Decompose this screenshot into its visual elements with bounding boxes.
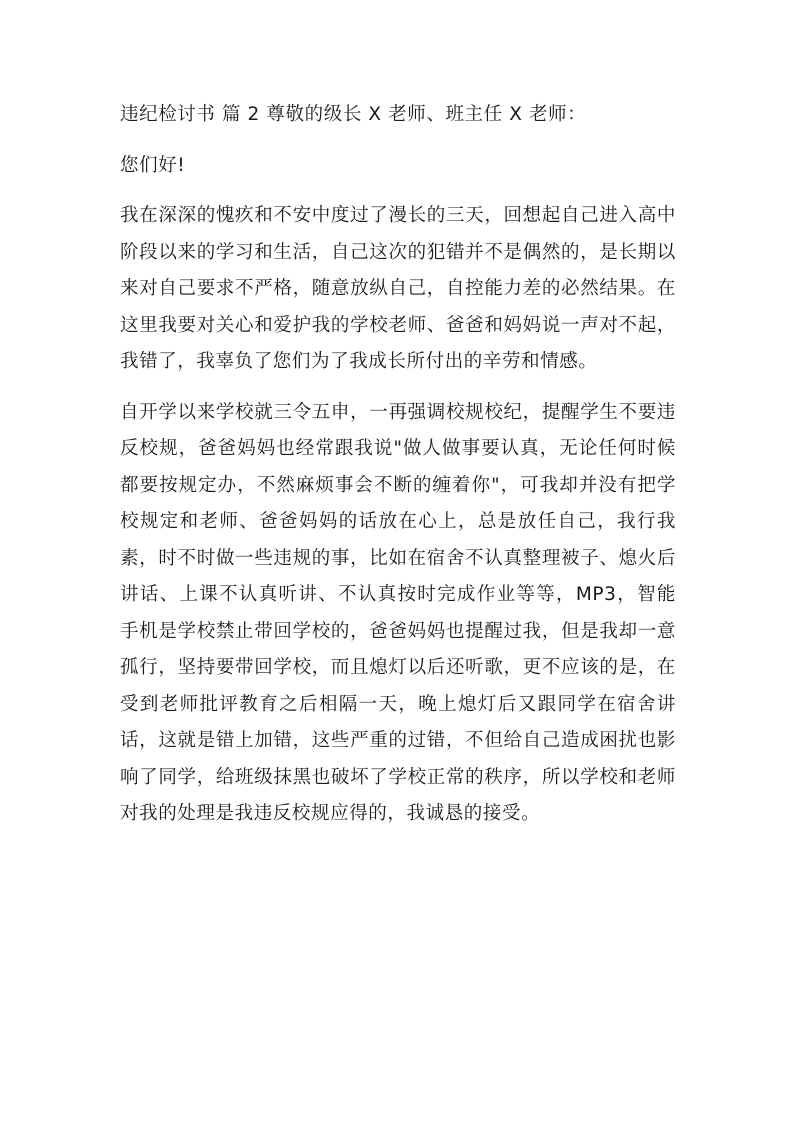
document-title-line: 违纪检讨书 篇 2 尊敬的级长 X 老师、班主任 X 老师： xyxy=(120,104,587,125)
paragraph-1: 我在深深的愧疚和不安中度过了漫长的三天，回想起自己进入高中阶段以来的学习和生活，自己这次的犯错并不是偶然的，是长期以来对自己要求不严格，随意放纵自己，自控能力差的必然结果。在这里我要对关心和爱护我的学校老师、爸爸和妈妈说一声对不起，我错了，我辜负了您们为了我成长所付出的辛劳和情感。 xyxy=(120,205,676,372)
paragraph-2: 自开学以来学校就三令五申，一再强调校规校纪，提醒学生不要违反校规，爸爸妈妈也经常跟我说"做人做事要认真，无论任何时候都要按规定办，不然麻烦事会不断的缠着你"，可我却并没有把学校规定和老师、爸爸妈妈的话放在心上，总是放任自己，我行我素，时不时做一些违规的事，比如在宿舍不认真整理被子、熄火后讲话、上课不认真听讲、不认真按时完成作业等等，MP3，智能手机是学校禁止带回学校的，爸爸妈妈也提醒过我，但是我却一意孤行，坚持要带回学校，而且熄灯以后还听歌，更不应该的是，在受到老师批评教育之后相隔一天，晚上熄灯后又跟同学在宿舍讲话，这就是错上加错，这些严重的过错，不但给自己造成困扰也影响了同学，给班级抹黑也破坏了学校正常的秩序，所以学校和老师对我的处理是我违反校规应得的，我诚恳的接受。 xyxy=(120,401,676,824)
greeting: 您们好! xyxy=(120,154,186,176)
document-body xyxy=(120,97,676,847)
